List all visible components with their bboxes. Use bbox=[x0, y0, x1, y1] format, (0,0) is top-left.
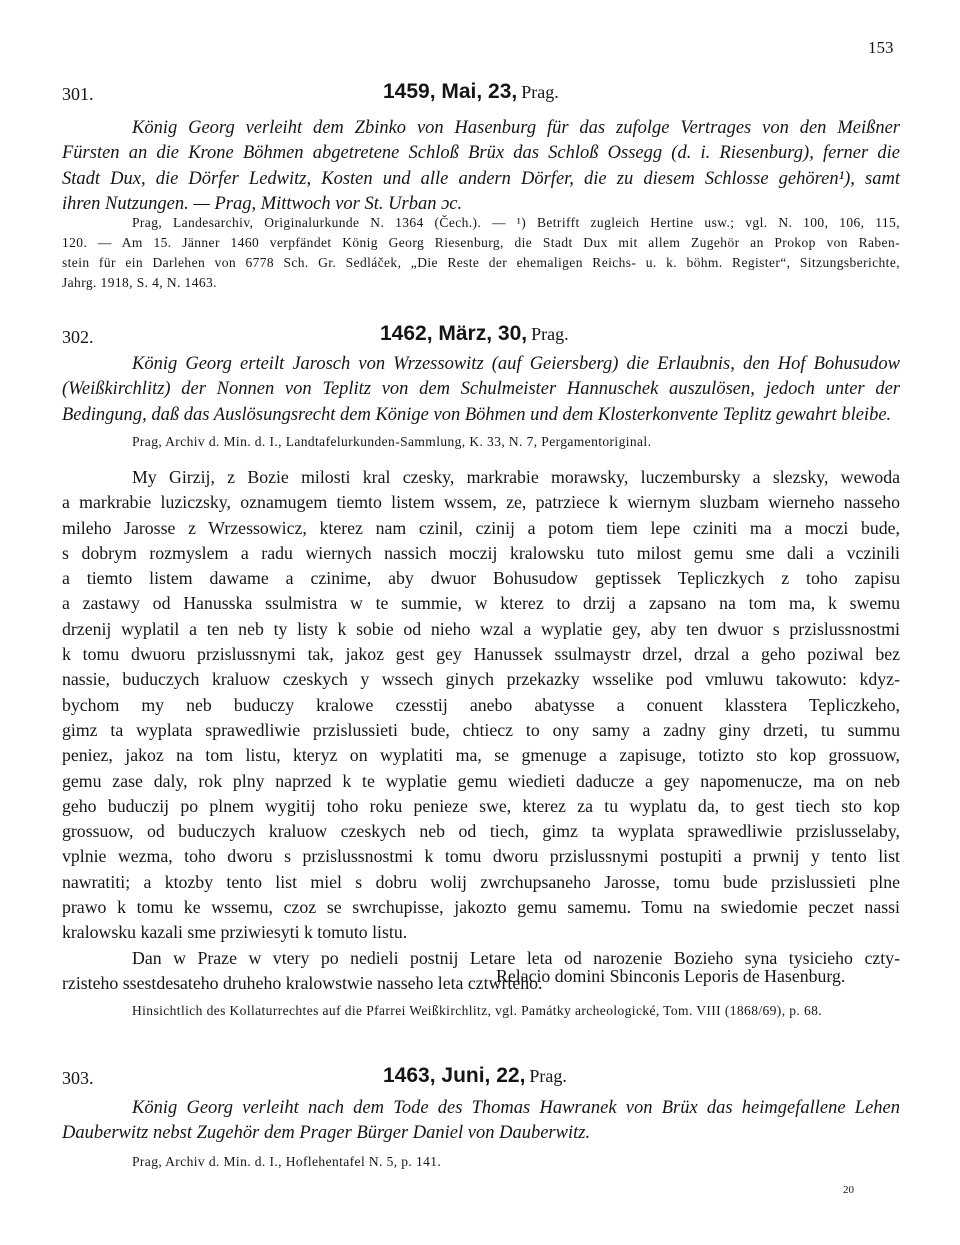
regest bbox=[62, 116, 900, 217]
text-line: geho buduczij po plnem wygitij toho roku penieze swe, kterez za tu wyplatu da, to gest tiech sto kop bbox=[62, 795, 900, 816]
entry-number: 303. bbox=[62, 1068, 94, 1088]
regest bbox=[62, 352, 900, 428]
text-line: k tomu dwuoru przislussnymi tak, jakoz gest gey Hanussek ssulmaystr drzel, drzal a geho poziwal bez bbox=[62, 644, 900, 665]
text-line: My Girzij, z Bozie milosti kral czesky, markrabie morawsky, luczembursky a slezsky, wewoda bbox=[132, 467, 900, 487]
source-note bbox=[62, 432, 900, 452]
source-line: Prag, Archiv d. Min. d. I., Hoflehentafel N. 5, p. 141. bbox=[132, 1154, 442, 1169]
regest-line: Fürsten an die Krone Böhmen abgetretene Schloß Brüx das Schloß Ossegg (d. i. Riesenburg), ferner die bbox=[62, 143, 900, 164]
text-line: nassie, buduczych kraluow czeskych y wssech ginych przekazky wsselike pod vmluwu takowuto: kdyz- bbox=[62, 669, 900, 690]
signature-mark: 20 bbox=[843, 1184, 854, 1196]
text-line: prawo k tomu ke wssemu, czoz se swrchupisse, jakozto gemu samemu. Tomu na swiedomie peczet nassi bbox=[62, 897, 900, 918]
regest-line: König Georg verleiht nach dem Tode des Thomas Hawranek von Brüx das heimgefallene Lehen bbox=[132, 1098, 900, 1118]
text-line: gimz ta wyplata sprawedliwie przislussieti bude, chtiecz to ony samy a zadny giny drzeti, tu summu bbox=[62, 719, 900, 740]
regest-line: Bedingung, daß das Auslösungsrecht dem Könige von Böhmen und dem Klosterkonvente Teplitz gewahrt bleibe. bbox=[62, 404, 892, 425]
text-line: bychom my neb buduczy kralowe czesstij anebo abatysse a conuent klasstera Tepliczkeho, bbox=[62, 694, 900, 715]
entry-number: 301. bbox=[62, 84, 94, 104]
entry-number: 302. bbox=[62, 327, 94, 347]
regest bbox=[62, 1096, 900, 1147]
text-line: rzisteho ssestdesateho druheho kralowstwie nasseho leta cztwrteho. bbox=[62, 972, 543, 993]
text-line: peniez, jakoz na tom listu, kteryz on wyplatiti ma, se gmenuge a zapisuge, totizto sto kop grossuow, bbox=[62, 745, 900, 766]
text-line: mileho Jarosse z Wrzessowicz, kterez nam czinil, czinij a potom tiem lepe cziniti ma a moczi bude, bbox=[62, 517, 900, 538]
entry-date: 1462, März, 30, bbox=[380, 322, 528, 345]
note-line: Hinsichtlich des Kollaturrechtes auf die Pfarrei Weißkirchlitz, vgl. Památky archeologické, Tom. VIII (1868/69), p. 68. bbox=[132, 1003, 823, 1018]
relatio-note: Relacio domini Sbinconis Leporis de Hasenburg. bbox=[496, 966, 846, 986]
regest-line: Dauberwitz nebst Zugehör dem Prager Bürger Daniel von Dauberwitz. bbox=[62, 1123, 591, 1144]
source-line: Prag, Landesarchiv, Originalurkunde N. 1364 (Čech.). — ¹) Betrifft zugleich Hertine usw.; vgl. N. 100, 106, 115, bbox=[132, 215, 900, 230]
text-line: kralowsku kazali sme prziwiesyti k tomuto listu. bbox=[62, 922, 408, 943]
entry-place: Prag. bbox=[521, 82, 559, 102]
regest-line: ihren Nutzungen. — Prag, Mittwoch vor St. Urban ɔc. bbox=[62, 193, 463, 214]
entry-date: 1463, Juni, 22, bbox=[383, 1064, 526, 1087]
charter-text bbox=[62, 465, 900, 996]
text-line: a zastawy od Hanusska ssulmistra w te summie, w kterez to drzij a zapsano na tom ma, k swemu bbox=[62, 593, 900, 614]
entry-date: 1459, Mai, 23, bbox=[383, 80, 518, 103]
text-line: nawratiti; a ktozby tento list miel s dobru wolij zwrchupsaneho Jarosse, tomu bude przislussieti plne bbox=[62, 871, 900, 892]
source-note bbox=[62, 1152, 900, 1172]
text-line: vplnie wezma, toho dworu s przislussnostmi k tomu dworu przislussnymi postupiti a prwnij y tento list bbox=[62, 846, 900, 867]
text-line: Dan w Praze w vtery po nedieli postnij Letare leta od narozenie Bozieho syna tysicieho czty- bbox=[132, 947, 900, 968]
text-line: gemu zase daly, rok plny naprzed k te wyplatie gemu wiedieti daducze a gey napomenucze, ma on neb bbox=[62, 770, 900, 791]
entry-heading bbox=[383, 1064, 567, 1088]
regest-line: König Georg erteilt Jarosch von Wrzessowitz (auf Geiersberg) die Erlaubnis, den Hof Bohusudow bbox=[132, 354, 900, 374]
text-line: a tiemto listem dawame a czinime, aby dwuor Bohusudow geptissek Tepliczkych z toho zapisu bbox=[62, 568, 900, 589]
regest-line: Stadt Dux, die Dörfer Ledwitz, Kosten und alle andern Dörfer, die zu diesem Schlosse gehören¹), samt bbox=[62, 168, 900, 189]
kollatur-note bbox=[62, 1001, 900, 1021]
text-line: grossuow, od buduczych kraluow czeskych neb od tiech, gimz ta wyplata sprawedliwie przislusselaby, bbox=[62, 821, 900, 842]
source-line: stein für ein Darlehen von 6778 Sch. Gr. Sedláček, „Die Reste der ehemaligen Reichs- u. k. böhm. Register“, Sitzungsberichte, bbox=[62, 255, 900, 270]
entry-heading bbox=[383, 80, 559, 104]
text-line: a markrabie luziczsky, oznamugem tiemto listem wssem, ze, patrziece k wiernym sluzbam wierneho nasseho bbox=[62, 492, 900, 513]
entry-heading bbox=[380, 322, 569, 346]
regest-line: König Georg verleiht dem Zbinko von Hasenburg für das zufolge Vertrages von den Meißner bbox=[132, 118, 900, 138]
regest-line: (Weißkirchlitz) der Nonnen von Teplitz von dem Schulmeister Hannuschek auszulösen, jedoch unter der bbox=[62, 379, 900, 400]
text-line: drzenij wyplatil a ten neb ty listy k sobie od nieho wzal a wyplatie gey, aby ten dwuor s przislussnostmi bbox=[62, 618, 900, 639]
source-line: Jahrg. 1918, S. 4, N. 1463. bbox=[62, 275, 217, 290]
entry-place: Prag. bbox=[531, 324, 569, 344]
source-note bbox=[62, 213, 900, 293]
entry-place: Prag. bbox=[529, 1066, 567, 1086]
page-number: 153 bbox=[868, 38, 894, 57]
source-line: 120. — Am 15. Jänner 1460 verpfändet König Georg Riesenburg, die Stadt Dux mit allem Zugehör an Prokop von Raben- bbox=[62, 235, 900, 250]
source-line: Prag, Archiv d. Min. d. I., Landtafelurkunden-Sammlung, K. 33, N. 7, Pergamentoriginal. bbox=[132, 434, 652, 449]
text-line: s dobrym rozmyslem a radu wiernych nassich moczij kralowsku tuto milost gemu sme dali a vczinili bbox=[62, 542, 900, 563]
